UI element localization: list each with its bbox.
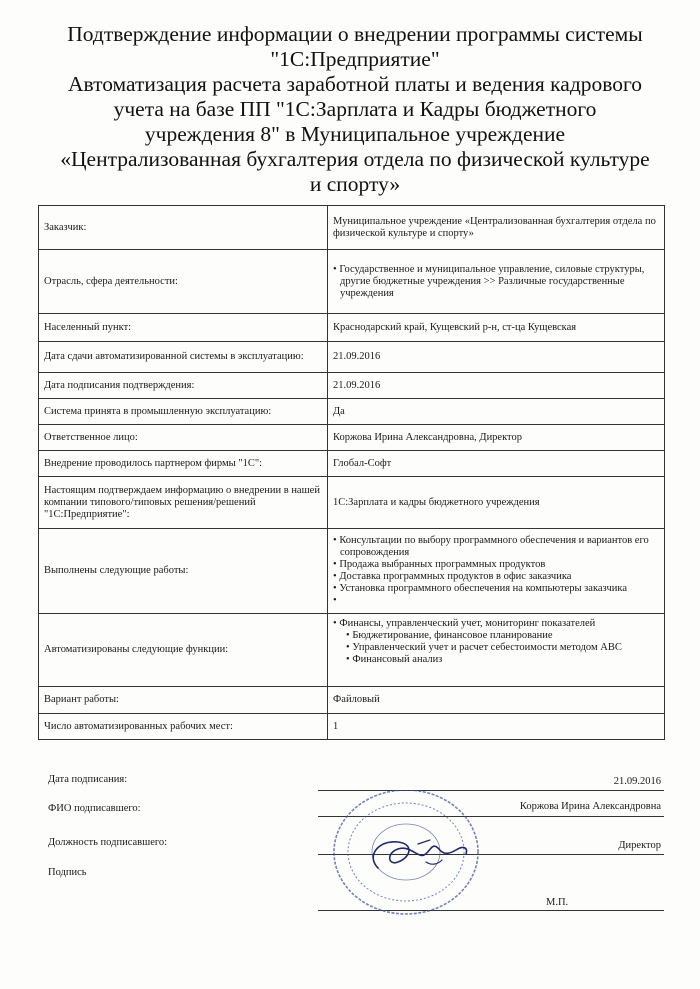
table-row (39, 250, 665, 314)
row-value: Муниципальное учреждение «Централизованная бухгалтерия отдела по физической культуре и спорту» (328, 206, 665, 250)
row-value: 21.09.2016 (328, 373, 665, 399)
row-value: 1С:Зарплата и кадры бюджетного учреждения (328, 477, 665, 529)
list-item: • Финансовый анализ (346, 654, 443, 665)
table-row (39, 529, 665, 614)
footer-name-label: ФИО подписавшего: (48, 803, 141, 814)
list-item: • Консультации по выбору программного обеспечения и вариантов его сопровождения (333, 535, 649, 558)
document-title (30, 22, 680, 197)
title-line: учреждения 8" в Муниципальное учреждение (144, 122, 566, 146)
row-value (328, 614, 665, 687)
table-row (39, 342, 665, 373)
row-label: Настоящим подтверждаем информацию о внедрении в нашей компании типового/типовых решения/решений "1С:Предприятие": (39, 477, 328, 529)
table-row (39, 373, 665, 399)
info-table (38, 205, 665, 740)
seal-icon (334, 790, 478, 914)
list-item-text: Бюджетирование, финансовое планирование (352, 630, 553, 641)
list-item: • Бюджетирование, финансовое планирование (346, 630, 553, 641)
table-row (39, 477, 665, 529)
table-row (39, 614, 665, 687)
row-value: Коржова Ирина Александровна, Директор (328, 425, 665, 451)
row-label: Автоматизированы следующие функции: (39, 614, 328, 687)
row-label: Ответственное лицо: (39, 425, 328, 451)
footer-position-value: Директор (618, 840, 661, 851)
row-label: Число автоматизированных рабочих мест: (39, 714, 328, 740)
list-item-text: Доставка программных продуктов в офис заказчика (339, 571, 572, 582)
table-row (39, 425, 665, 451)
list-item: • Государственное и муниципальное управление, силовые структуры, другие бюджетные учреждения >> Различные государственные учреждения (333, 263, 645, 299)
stamp-and-signature (318, 790, 483, 930)
title-line: Автоматизация расчета заработной платы и ведения кадрового (67, 72, 643, 96)
signature-icon (373, 842, 466, 868)
seal-mark: М.П. (546, 897, 569, 908)
table-row (39, 687, 665, 714)
row-label: Вариант работы: (39, 687, 328, 714)
list-item: • Установка программного обеспечения на компьютеры заказчика (333, 583, 627, 594)
footer-date-value: 21.09.2016 (613, 776, 661, 787)
list-item: • Продажа выбранных программных продуктов (333, 559, 546, 570)
list-item: • Доставка программных продуктов в офис заказчика (333, 571, 572, 582)
row-label: Дата подписания подтверждения: (39, 373, 328, 399)
list-item-text: Установка программного обеспечения на компьютеры заказчика (339, 583, 627, 594)
footer-position-label: Должность подписавшего: (48, 837, 168, 848)
row-label: Внедрение проводилось партнером фирмы "1С": (39, 451, 328, 477)
row-value: Файловый (328, 687, 665, 714)
row-value: 1 (328, 714, 665, 740)
list-item-text: Управленческий учет и расчет себестоимости методом АВС (352, 642, 622, 653)
title-line: и спорту» (309, 172, 401, 196)
row-label: Выполнены следующие работы: (39, 529, 328, 614)
row-value: Да (328, 399, 665, 425)
list-item-text: Финансы, управленческий учет, мониторинг показателей (339, 618, 596, 629)
list-item: • (333, 595, 337, 606)
footer-signature-label: Подпись (48, 867, 87, 878)
row-value: Краснодарский край, Кущевский р-н, ст-ца Кущевская (328, 314, 665, 342)
list-item: • Управленческий учет и расчет себестоимости методом АВС (346, 642, 622, 653)
row-label: Заказчик: (39, 206, 328, 250)
row-label: Система принята в промышленную эксплуатацию: (39, 399, 328, 425)
row-label: Населенный пункт: (39, 314, 328, 342)
list-item: • Финансы, управленческий учет, мониторинг показателей (333, 618, 596, 629)
title-line: "1С:Предприятие" (270, 47, 440, 71)
row-label: Отрасль, сфера деятельности: (39, 250, 328, 314)
list-item-text: Консультации по выбору программного обеспечения и вариантов его сопровождения (339, 535, 649, 558)
table-row (39, 314, 665, 342)
table-row (39, 714, 665, 740)
list-item-text: Финансовый анализ (352, 654, 443, 665)
row-value: Глобал-Софт (328, 451, 665, 477)
row-value (328, 529, 665, 614)
table-row (39, 399, 665, 425)
list-item-text: Продажа выбранных программных продуктов (339, 559, 546, 570)
table-row (39, 451, 665, 477)
row-value (328, 250, 665, 314)
row-value: 21.09.2016 (328, 342, 665, 373)
title-line: учета на базе ПП "1С:Зарплата и Кадры бюджетного (113, 97, 597, 121)
title-line: Подтверждение информации о внедрении программы системы (67, 22, 643, 46)
footer-date-label: Дата подписания: (48, 774, 128, 785)
table-row (39, 206, 665, 250)
title-line: «Централизованная бухгалтерия отдела по физической культуре (60, 147, 650, 171)
row-label: Дата сдачи автоматизированной системы в эксплуатацию: (39, 342, 328, 373)
footer-name-value: Коржова Ирина Александровна (519, 801, 661, 812)
list-item-text: Государственное и муниципальное управление, силовые структуры, другие бюджетные учреждения >> Различные государственные учреждения (339, 263, 645, 299)
